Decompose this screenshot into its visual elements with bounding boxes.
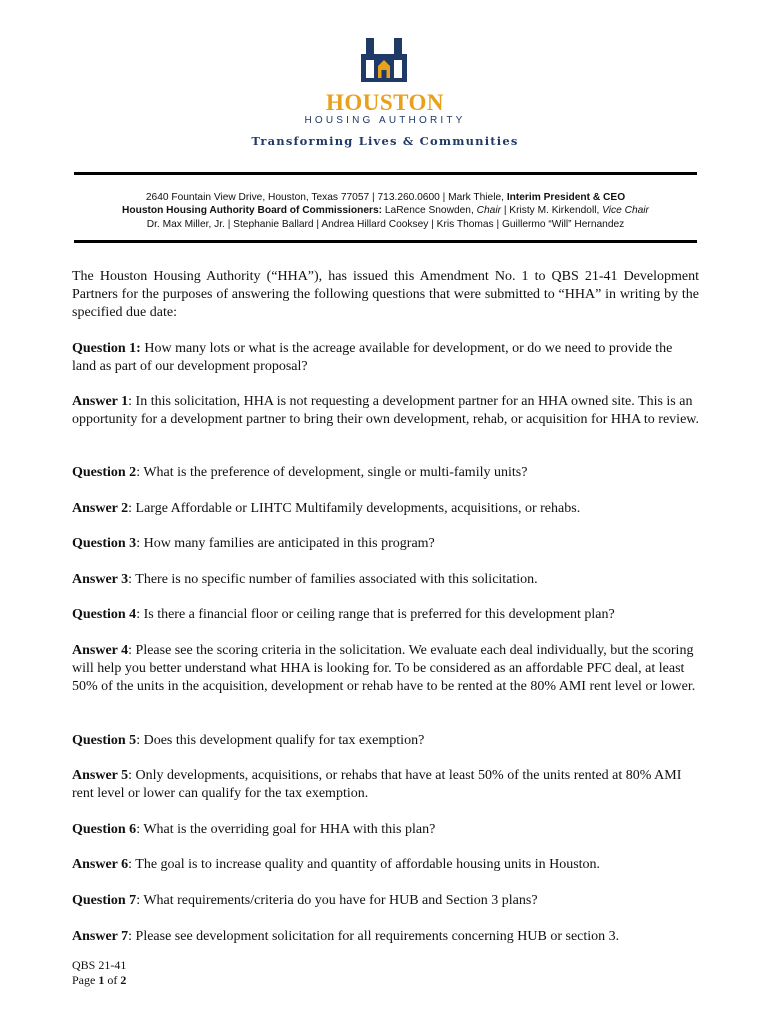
ceo-title: Interim President & CEO [506, 192, 626, 203]
qa-label: Question 7 [72, 893, 137, 908]
answer-5 [72, 767, 699, 803]
qa-label: Question 2 [72, 465, 137, 480]
address-line-1 [74, 192, 697, 203]
question-2 [72, 464, 699, 482]
answer-2 [72, 500, 699, 518]
qa-label: Question 6 [72, 822, 137, 837]
answer-6 [72, 856, 699, 874]
header-rule-top [74, 172, 697, 175]
board-line [74, 205, 697, 216]
qa-text: How many lots or what is the acreage available for development, or do we need to provide the land as part of our development proposal? [72, 341, 673, 374]
qa-text: : In this solicitation, HHA is not requesting a development partner for an HHA owned site. This is an opportunity for a development partner to bring their own development, rehab, or acquisition for HHA to review. [72, 394, 699, 427]
qa-label: Question 5 [72, 733, 137, 748]
qa-text: : Only developments, acquisitions, or rehabs that have at least 50% of the units rented at 80% AMI rent level or lower can qualify for the tax exemption. [72, 768, 682, 801]
qa-text: : Does this development qualify for tax exemption? [136, 733, 425, 748]
answer-1 [72, 393, 699, 429]
qa-label: Answer 4 [72, 643, 129, 658]
qa-label: Question 4 [72, 607, 137, 622]
page-number [72, 973, 126, 988]
qa-label: Answer 2 [72, 501, 129, 516]
chair-title: Chair [476, 205, 501, 216]
question-6 [72, 821, 699, 839]
answer-4 [72, 642, 699, 696]
page-footer [72, 958, 126, 988]
board-member-1: LaRence Snowden, [382, 205, 477, 216]
address-text: 2640 Fountain View Drive, Houston, Texas 77057 | 713.260.0600 | Mark Thiele, [145, 192, 507, 203]
qa-text: : Is there a financial floor or ceiling range that is preferred for this development plan? [136, 607, 615, 622]
qa-label: Answer 7 [72, 929, 129, 944]
qa-text: : Please see the scoring criteria in the solicitation. We evaluate each deal individually, but the scoring will help you better understand what HHA is looking for. To be considered as an affordable PFC deal, at least 50% of the units in the acquisition, development or rehab have to be rented at the 80% AMI rent level or lower. [72, 643, 696, 694]
qa-text: : What is the preference of development, single or multi-family units? [136, 465, 528, 480]
page-current: 1 [98, 973, 105, 987]
qa-label: Answer 5 [72, 768, 129, 783]
qa-text: : How many families are anticipated in this program? [136, 536, 435, 551]
page-of: of [104, 973, 121, 987]
question-7 [72, 892, 699, 910]
intro-paragraph: The Houston Housing Authority (“HHA”), has issued this Amendment No. 1 to QBS 21-41 Development Partners for the purposes of answering the following questions that were submitted to “HHA” in writing by the specified due date: [72, 269, 699, 320]
org-name: HOUSTON [325, 90, 445, 115]
question-4 [72, 606, 699, 624]
question-3 [72, 535, 699, 553]
board-members-line: Dr. Max Miller, Jr. | Stephanie Ballard | Andrea Hillard Cooksey | Kris Thomas | Guillermo “Will” Hernandez [146, 219, 625, 230]
qa-text: : Large Affordable or LIHTC Multifamily developments, acquisitions, or rehabs. [128, 501, 581, 516]
qa-text: : There is no specific number of families associated with this solicitation. [128, 572, 538, 587]
board-member-2: | Kristy M. Kirkendoll, [500, 205, 603, 216]
qa-text: : What requirements/criteria do you have for HUB and Section 3 plans? [136, 893, 538, 908]
qa-text: : Please see development solicitation for all requirements concerning HUB or section 3. [128, 929, 620, 944]
org-subtitle: HOUSING AUTHORITY [304, 115, 466, 126]
doc-id: QBS 21-41 [72, 958, 127, 972]
qa-label: Answer 1 [72, 394, 129, 409]
qa-label: Question 3 [72, 536, 137, 551]
qa-label: Answer 6 [72, 857, 129, 872]
question-5 [72, 732, 699, 750]
qa-label: Question 1: [72, 341, 141, 356]
tagline: Transforming Lives & Communities [251, 134, 519, 148]
question-1 [72, 340, 699, 376]
answer-7 [72, 928, 699, 946]
board-label: Houston Housing Authority Board of Commissioners: [122, 205, 383, 216]
hha-logo-icon [360, 38, 408, 82]
header-rule-bottom [74, 240, 697, 243]
page-total: 2 [120, 973, 127, 987]
answer-3 [72, 571, 699, 589]
qa-text: : The goal is to increase quality and quantity of affordable housing units in Houston. [128, 857, 601, 872]
vice-chair-title: Vice Chair [602, 205, 649, 216]
intro-block [72, 268, 699, 322]
page-prefix: Page [72, 973, 99, 987]
qa-label: Answer 3 [72, 572, 129, 587]
qa-text: : What is the overriding goal for HHA with this plan? [136, 822, 436, 837]
